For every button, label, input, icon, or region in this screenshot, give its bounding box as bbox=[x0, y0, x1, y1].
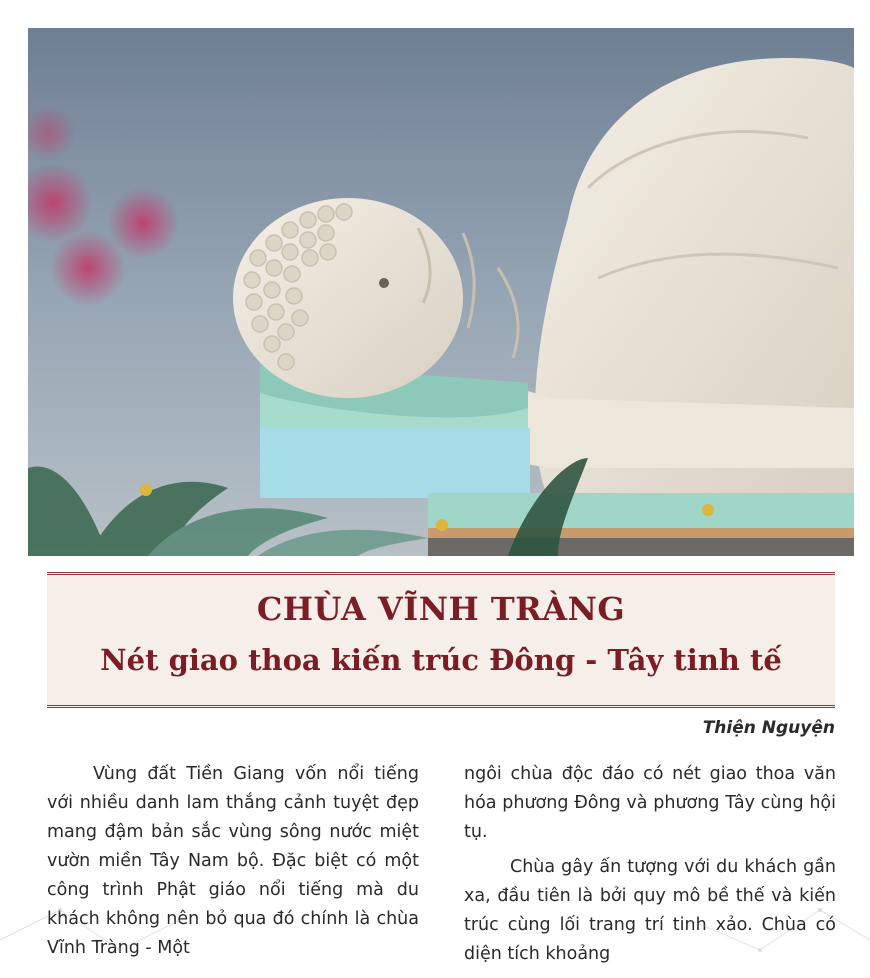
article-subtitle: Nét giao thoa kiến trúc Đông - Tây tinh tế bbox=[100, 643, 782, 677]
title-band bbox=[47, 572, 835, 708]
paragraph-intro: Vùng đất Tiền Giang vốn nổi tiếng với nhiều danh lam thắng cảnh tuyệt đẹp mang đậm bản sắc vùng sông nước miệt vườn miền Tây Nam bộ. Đặc biệt có một công trình Phật giáo nổi tiếng mà du khách không nên bỏ qua đó chính là chùa Vĩnh Tràng - Một bbox=[47, 764, 419, 958]
reclining-buddha-image bbox=[28, 28, 854, 556]
column-left bbox=[47, 760, 419, 969]
article-title: CHÙA VĨNH TRÀNG bbox=[256, 590, 626, 628]
author-byline: Thiện Nguyện bbox=[702, 718, 835, 738]
hero-photo bbox=[28, 28, 854, 556]
paragraph-continued: ngôi chùa độc đáo có nét giao thoa văn hóa phương Đông và phương Tây cùng hội tụ. bbox=[464, 764, 836, 842]
paragraph-second: Chùa gây ấn tượng với du khách gần xa, đầu tiên là bởi quy mô bề thế và kiến trúc cùng lối trang trí tinh xảo. Chùa có diện tích khoảng bbox=[464, 857, 836, 964]
column-right bbox=[464, 760, 836, 975]
